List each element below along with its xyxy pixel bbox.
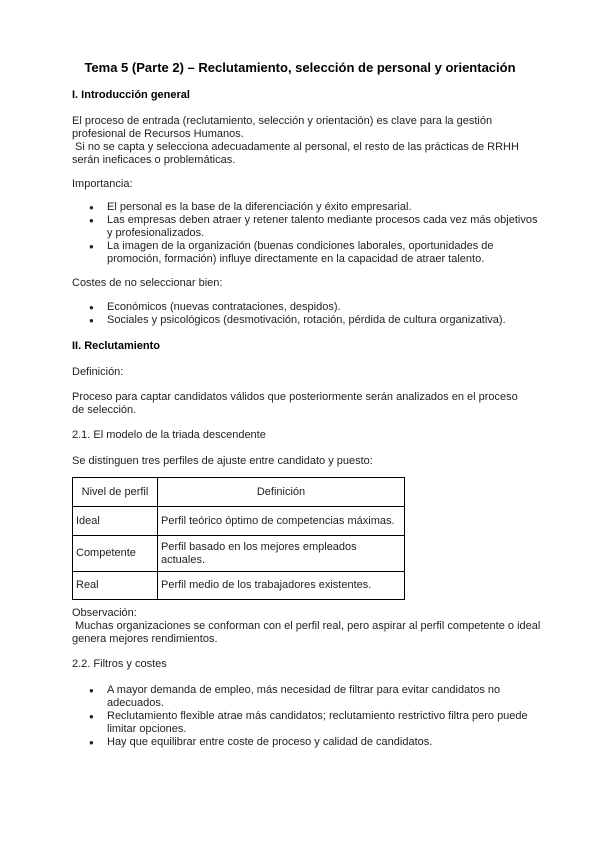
table-cell: Perfil teórico óptimo de competencias máximas.	[158, 507, 405, 536]
subsection-heading-filtros: 2.2. Filtros y costes	[72, 658, 167, 670]
list-item: ● Económicos (nuevas contrataciones, despidos).	[72, 301, 542, 314]
intro-paragraph-1: El proceso de entrada (reclutamiento, selección y orientación) es clave para la gestión profesional de Recursos Humanos.	[72, 115, 493, 140]
list-item: ● A mayor demanda de empleo, más necesidad de filtrar para evitar candidatos no adecuados.	[72, 684, 542, 710]
list-item: ● Sociales y psicológicos (desmotivación, rotación, pérdida de cultura organizativa).	[72, 314, 542, 327]
table-cell: Perfil medio de los trabajadores existentes.	[158, 572, 405, 600]
importance-label: Importancia:	[72, 178, 133, 190]
table-cell: Real	[73, 572, 158, 600]
section-heading-reclutamiento: II. Reclutamiento	[72, 340, 161, 352]
table-cell: Perfil basado en los mejores empleados actuales.	[158, 536, 405, 572]
table-row	[73, 507, 405, 536]
subsection-heading-triada: 2.1. El modelo de la triada descendente	[72, 429, 266, 441]
importance-list	[72, 201, 542, 266]
section-heading-introduccion: I. Introducción general	[72, 89, 190, 101]
table-intro: Se distinguen tres perfiles de ajuste entre candidato y puesto:	[72, 455, 373, 467]
list-item: ● Las empresas deben atraer y retener talento mediante procesos cada vez más objetivos y profesionalizados.	[72, 214, 542, 240]
page-title: Tema 5 (Parte 2) – Reclutamiento, selección de personal y orientación	[84, 60, 516, 75]
costs-list	[72, 301, 542, 327]
observation-label: Observación:	[72, 607, 137, 619]
definition-text: Proceso para captar candidatos válidos que posteriormente serán analizados en el proceso de selección.	[72, 391, 518, 416]
definition-label: Definición:	[72, 366, 124, 378]
observation-text: Muchas organizaciones se conforman con el perfil real, pero aspirar al perfil competente o ideal genera mejores rendimientos.	[72, 620, 541, 645]
intro-paragraph-2: Si no se capta y selecciona adecuadamente al personal, el resto de las prácticas de RRHH serán ineficaces o problemáticas.	[72, 141, 519, 166]
table-row	[73, 536, 405, 572]
table-row	[73, 572, 405, 600]
list-item: ● La imagen de la organización (buenas condiciones laborales, oportunidades de promoción, formación) influye directamente en la capacidad de atraer talento.	[72, 240, 542, 266]
profile-table	[72, 477, 405, 600]
column-header: Definición	[158, 478, 405, 507]
filters-list	[72, 684, 542, 749]
column-header: Nivel de perfil	[73, 478, 158, 507]
costs-label: Costes de no seleccionar bien:	[72, 277, 223, 289]
list-item: ● Hay que equilibrar entre coste de proceso y calidad de candidatos.	[72, 736, 542, 749]
list-item: ● Reclutamiento flexible atrae más candidatos; reclutamiento restrictivo filtra pero puede limitar opciones.	[72, 710, 542, 736]
table-cell: Ideal	[73, 507, 158, 536]
table-header-row	[73, 478, 405, 507]
table-cell: Competente	[73, 536, 158, 572]
list-item: ● El personal es la base de la diferenciación y éxito empresarial.	[72, 201, 542, 214]
